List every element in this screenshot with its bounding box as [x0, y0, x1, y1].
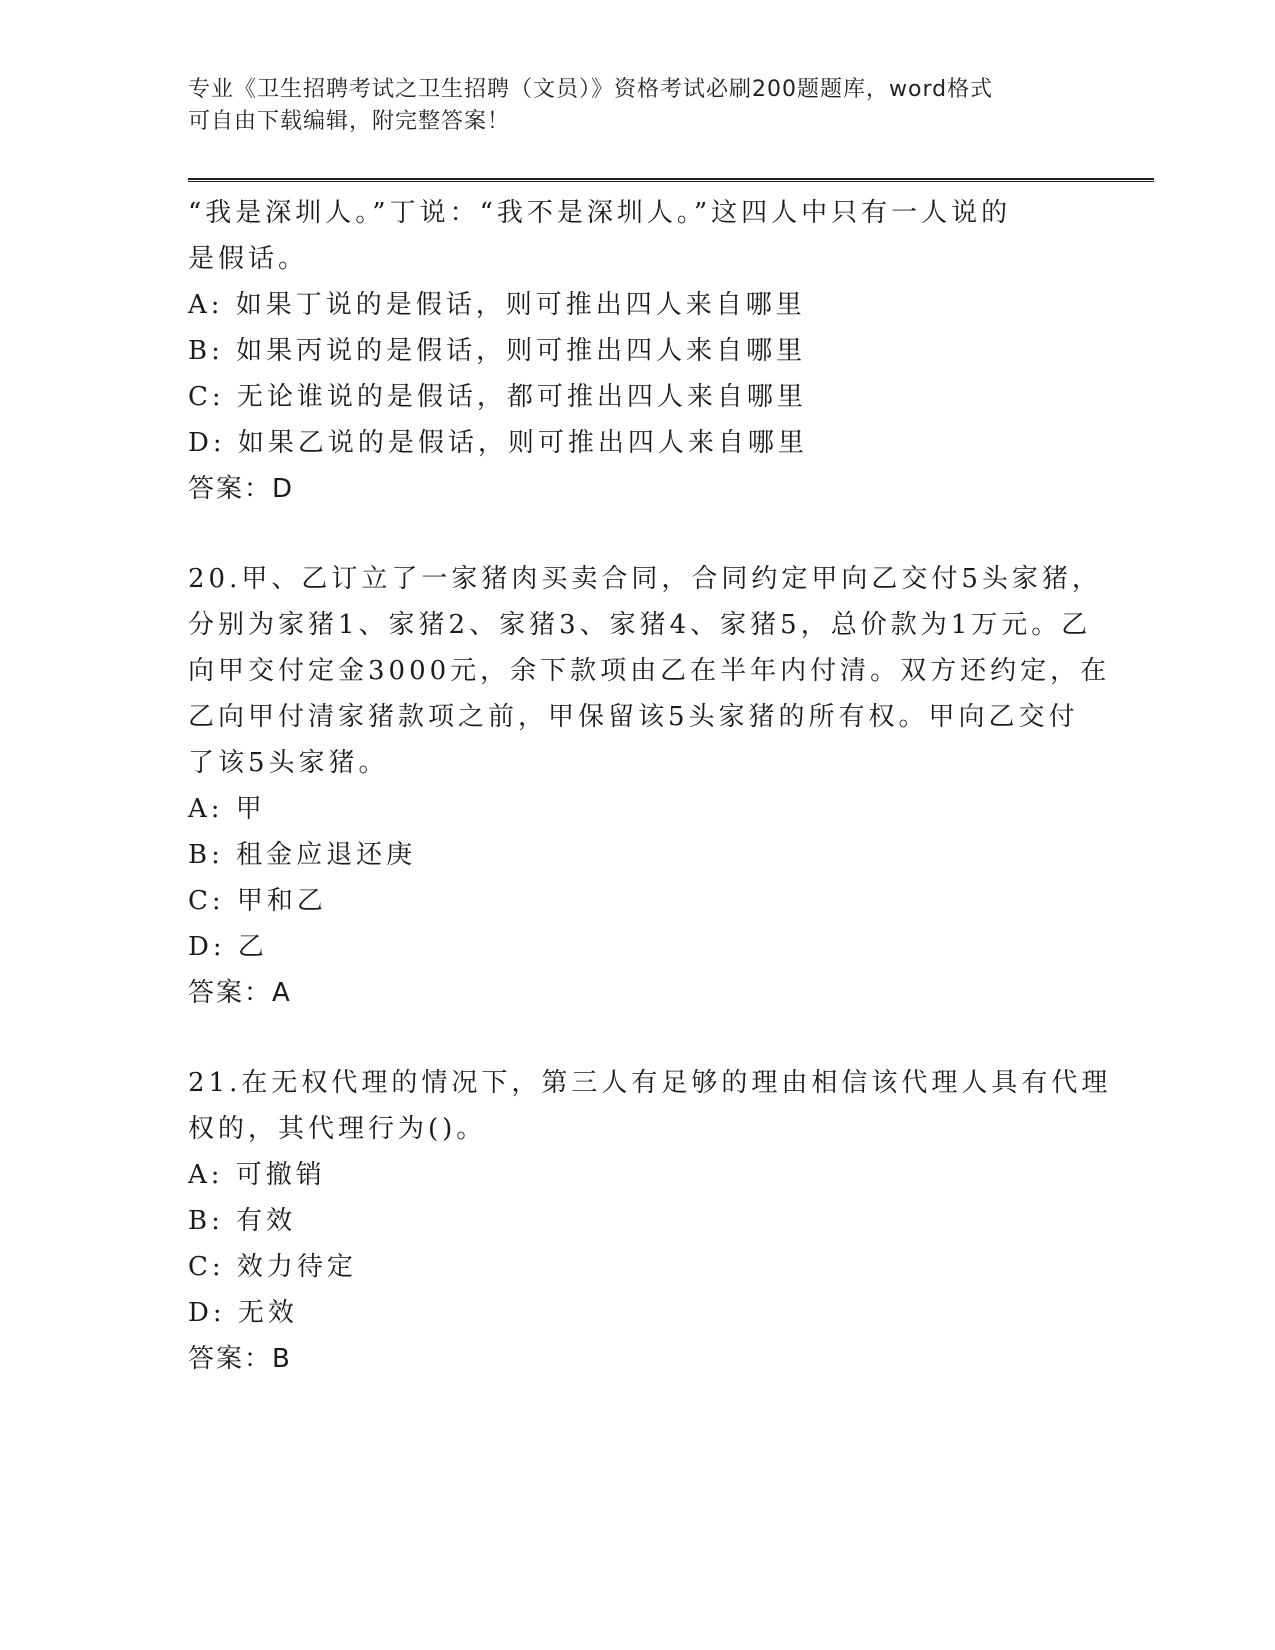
option-a: A: 甲	[188, 794, 266, 824]
question-text-line: 20.甲、乙订立了一家猪肉买卖合同，合同约定甲向乙交付5头家猪，	[188, 564, 1102, 594]
question-20	[188, 556, 1111, 1016]
option-c: C: 效力待定	[188, 1252, 357, 1282]
spacer	[188, 512, 1088, 556]
option-b: B: 有效	[188, 1206, 297, 1236]
header-divider	[188, 178, 1154, 182]
question-21	[188, 1060, 1112, 1382]
answer-label: 答案：A	[188, 978, 292, 1008]
page-header	[188, 74, 1088, 138]
question-text-line: 了该5头家猪。	[188, 748, 389, 778]
option-c: C: 无论谁说的是假话，都可推出四人来自哪里	[188, 382, 807, 412]
question-text-line: 21.在无权代理的情况下，第三人有足够的理由相信该代理人具有代理	[188, 1068, 1112, 1098]
question-text-line: 分别为家猪1、家猪2、家猪3、家猪4、家猪5，总价款为1万元。乙	[188, 610, 1092, 640]
question-text-line: 乙向甲付清家猪款项之前，甲保留该5头家猪的所有权。甲向乙交付	[188, 702, 1079, 732]
option-c: C: 甲和乙	[188, 886, 327, 916]
option-a: A: 如果丁说的是假话，则可推出四人来自哪里	[188, 290, 806, 320]
header-line-2: 可自由下载编辑，附完整答案！	[188, 109, 511, 134]
option-b: B: 租金应退还庚	[188, 840, 417, 870]
document-body	[188, 190, 1112, 1382]
question-text-line: 向甲交付定金3000元，余下款项由乙在半年内付清。双方还约定，在	[188, 656, 1111, 686]
option-b: B: 如果丙说的是假话，则可推出四人来自哪里	[188, 336, 807, 366]
question-text-line: 权的，其代理行为()。	[188, 1114, 487, 1144]
question-text-line: 是假话。	[188, 244, 309, 274]
question-text-line: “我是深圳人。”丁说：“我不是深圳人。”这四人中只有一人说的	[188, 198, 1012, 228]
answer-label: 答案：B	[188, 1344, 292, 1374]
answer-label: 答案：D	[188, 474, 295, 504]
header-line-1: 专业《卫生招聘考试之卫生招聘（文员）》资格考试必刷200题题库，word格式	[188, 77, 994, 102]
question-19	[188, 190, 1088, 512]
option-a: A: 可撤销	[188, 1160, 326, 1190]
option-d: D: 如果乙说的是假话，则可推出四人来自哪里	[188, 428, 808, 458]
spacer	[188, 1016, 1088, 1060]
option-d: D: 乙	[188, 932, 268, 962]
option-d: D: 无效	[188, 1298, 298, 1328]
